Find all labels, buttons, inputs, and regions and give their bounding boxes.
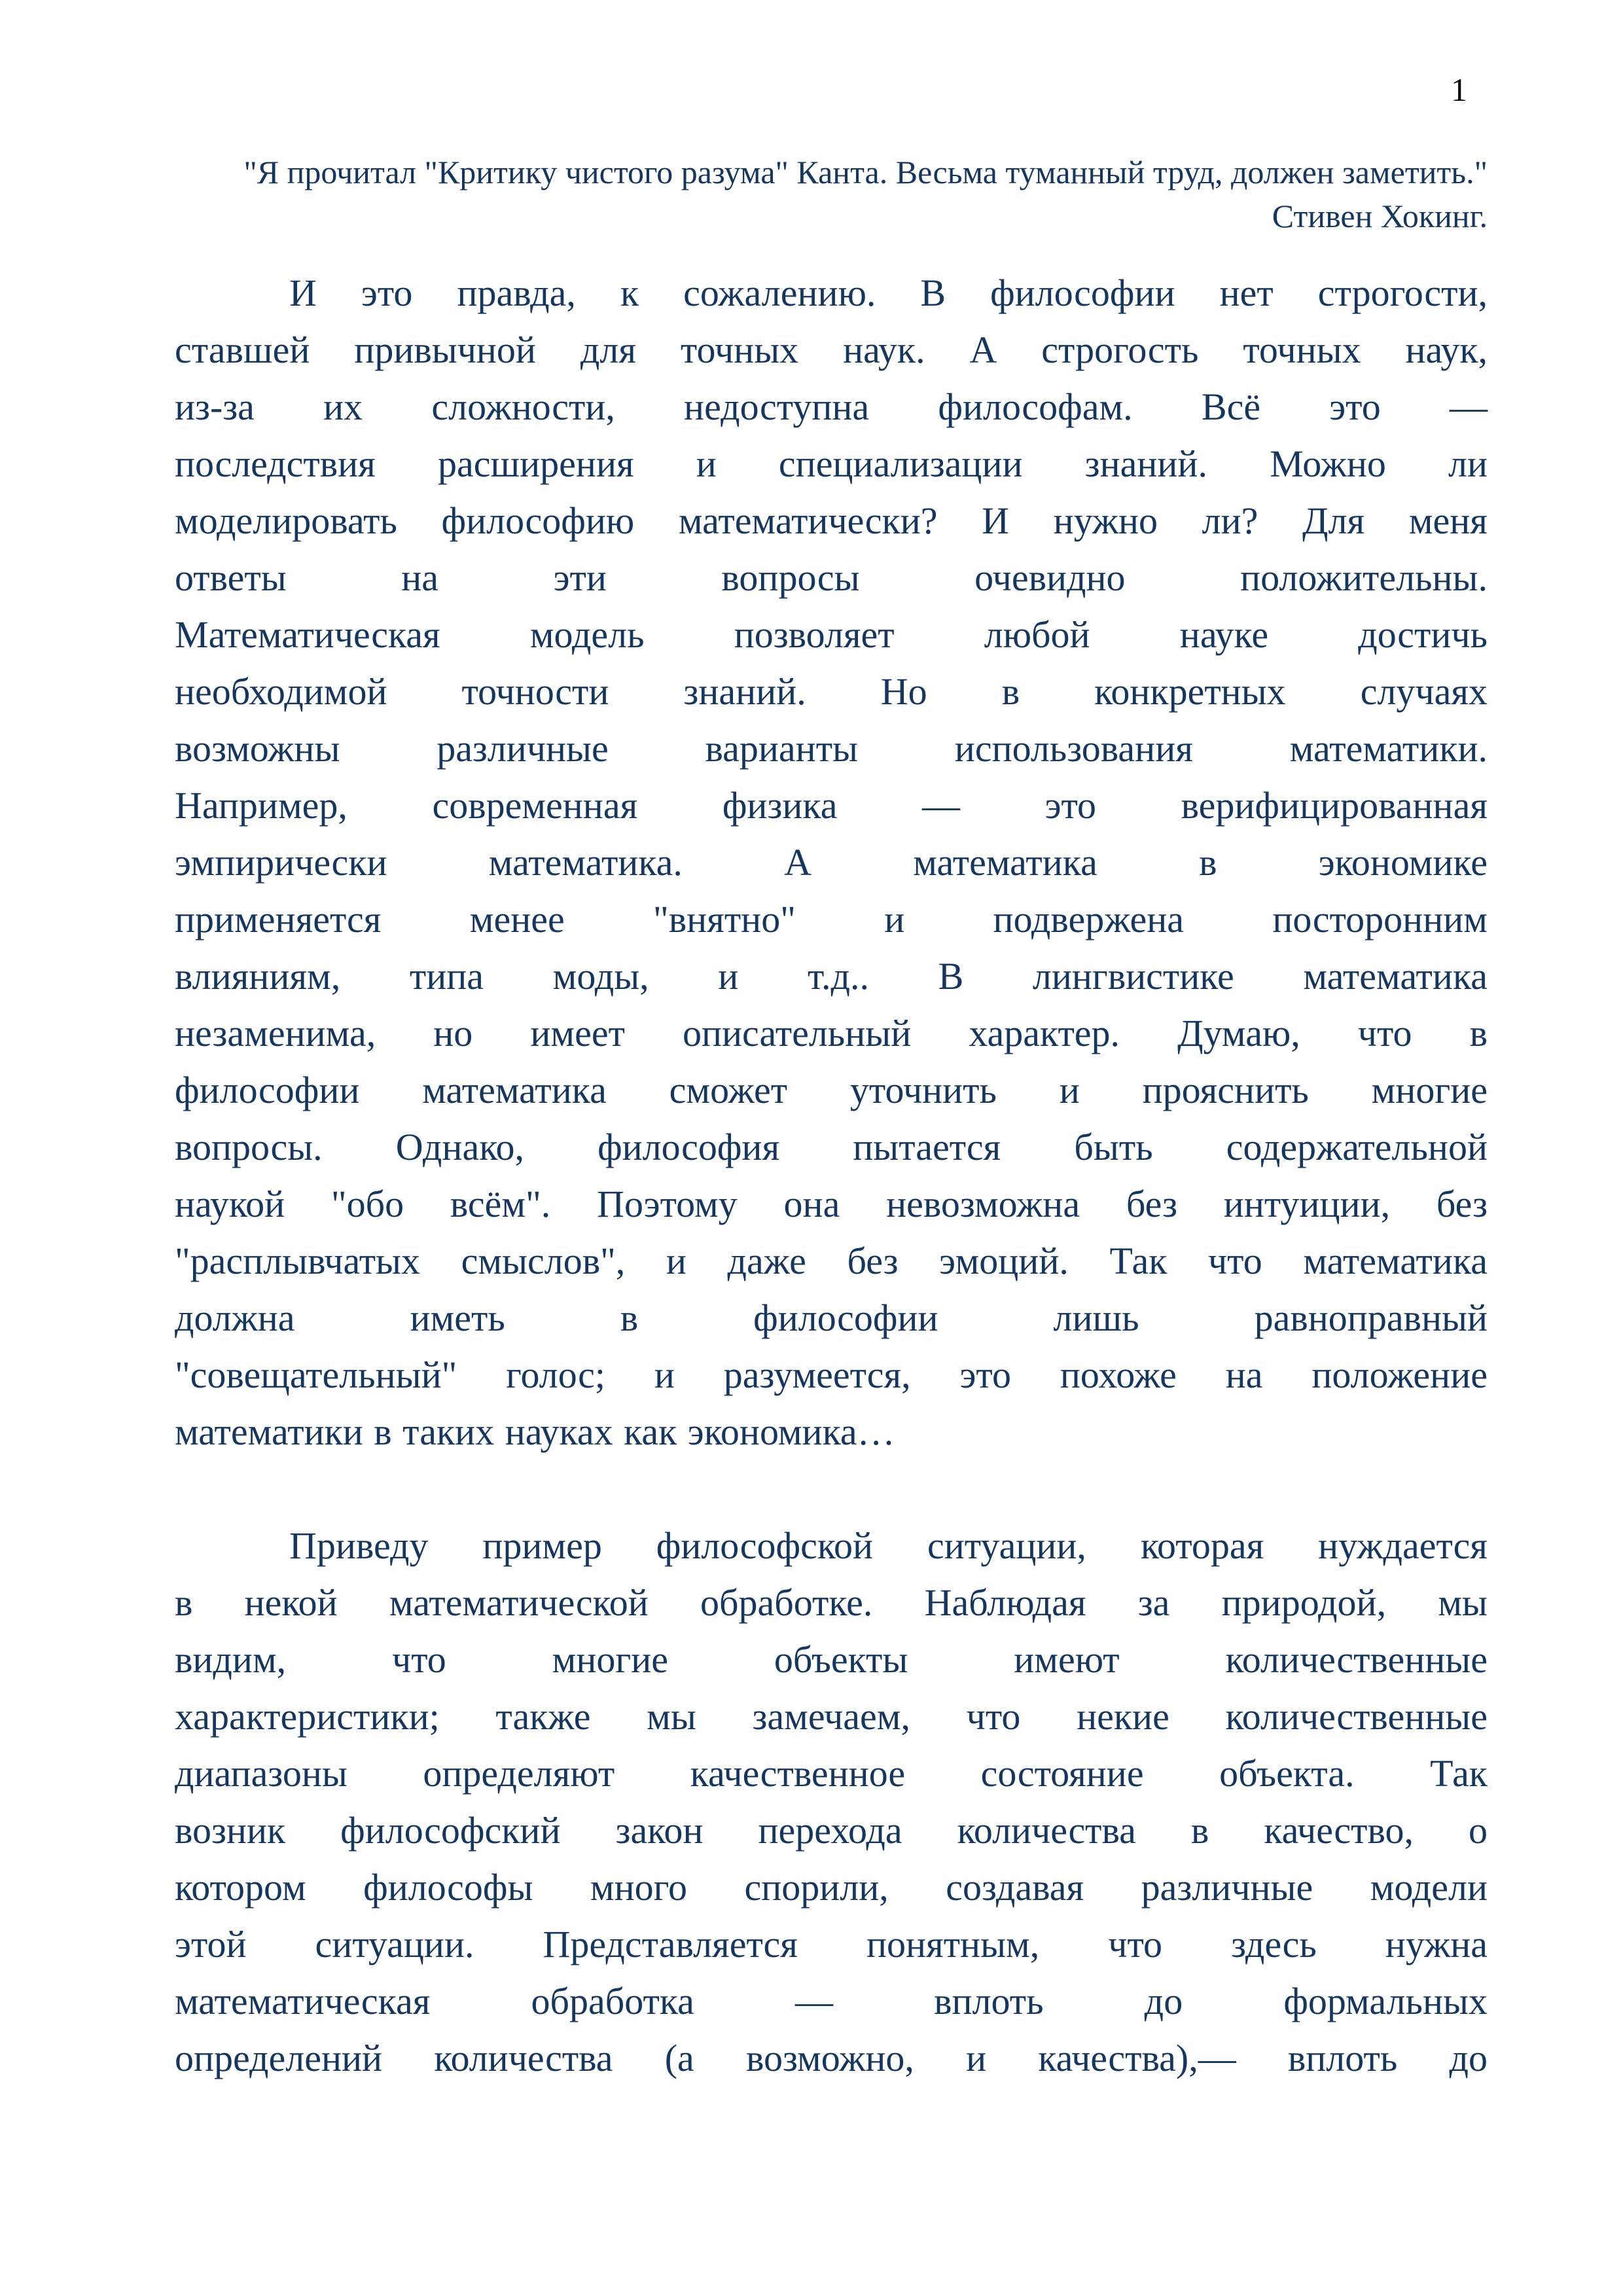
text-line: возник философский закон перехода количества в качество, о	[175, 1809, 1488, 1852]
text-line: определений количества (а возможно, и качества),— вплоть до	[175, 2037, 1488, 2079]
paragraph-2	[175, 1517, 1488, 2087]
text-line: последствия расширения и специализации знаний. Можно ли	[175, 442, 1488, 485]
text-line: Например, современная физика — это верифицированная	[175, 784, 1488, 827]
text-line: ставшей привычной для точных наук. А строгость точных наук,	[175, 329, 1488, 371]
text-line: эмпирически математика. А математика в экономике	[175, 841, 1488, 884]
text-line: влияниям, типа моды, и т.д.. В лингвистике математика	[175, 955, 1488, 997]
text-line: применяется менее "внятно" и подвержена посторонним	[175, 898, 1488, 941]
text-line: характеристики; также мы замечаем, что некие количественные	[175, 1695, 1488, 1738]
text-line: возможны различные варианты использования математики.	[175, 727, 1488, 770]
text-line: Приведу пример философской ситуации, которая нуждается	[289, 1524, 1488, 1567]
text-line: должна иметь в философии лишь равноправный	[175, 1297, 1488, 1339]
text-line: незаменима, но имеет описательный характер. Думаю, что в	[175, 1012, 1488, 1054]
text-line: "совещательный" голос; и разумеется, это похоже на положение	[175, 1354, 1488, 1396]
text-line: "расплывчатых смыслов", и даже без эмоций. Так что математика	[175, 1240, 1488, 1282]
page-number: 1	[1451, 71, 1467, 108]
text-line: вопросы. Однако, философия пытается быть содержательной	[175, 1126, 1488, 1168]
text-line: этой ситуации. Представляется понятным, что здесь нужна	[175, 1923, 1488, 1965]
text-line: И это правда, к сожалению. В философии нет строгости,	[289, 272, 1488, 314]
text-line: наукой "обо всём". Поэтому она невозможна без интуиции, без	[175, 1183, 1488, 1225]
text-line: в некой математической обработке. Наблюдая за природой, мы	[175, 1581, 1488, 1624]
page-content	[175, 151, 1488, 2087]
text-line: философии математика сможет уточнить и прояснить многие	[175, 1069, 1488, 1111]
text-line: математическая обработка — вплоть до формальных	[175, 1980, 1488, 2022]
text-line: необходимой точности знаний. Но в конкретных случаях	[175, 670, 1488, 713]
text-line: видим, что многие объекты имеют количественные	[175, 1638, 1488, 1681]
text-line: математики в таких науках как экономика…	[175, 1410, 895, 1453]
text-line: из-за их сложности, недоступна философам. Всё это —	[175, 386, 1488, 428]
text-line: Стивен Хокинг.	[1272, 198, 1488, 234]
epigraph	[175, 151, 1488, 238]
text-line: ответы на эти вопросы очевидно положительны.	[175, 556, 1488, 599]
text-line: диапазоны определяют качественное состояние объекта. Так	[175, 1752, 1488, 1795]
paragraph-1	[175, 264, 1488, 1460]
text-line: котором философы много спорили, создавая различные модели	[175, 1866, 1488, 1909]
text-line: "Я прочитал "Критику чистого разума" Канта. Весьма туманный труд, должен заметить."	[243, 154, 1488, 190]
text-line: моделировать философию математически? И нужно ли? Для меня	[175, 499, 1488, 542]
text-line: Математическая модель позволяет любой науке достичь	[175, 613, 1488, 656]
